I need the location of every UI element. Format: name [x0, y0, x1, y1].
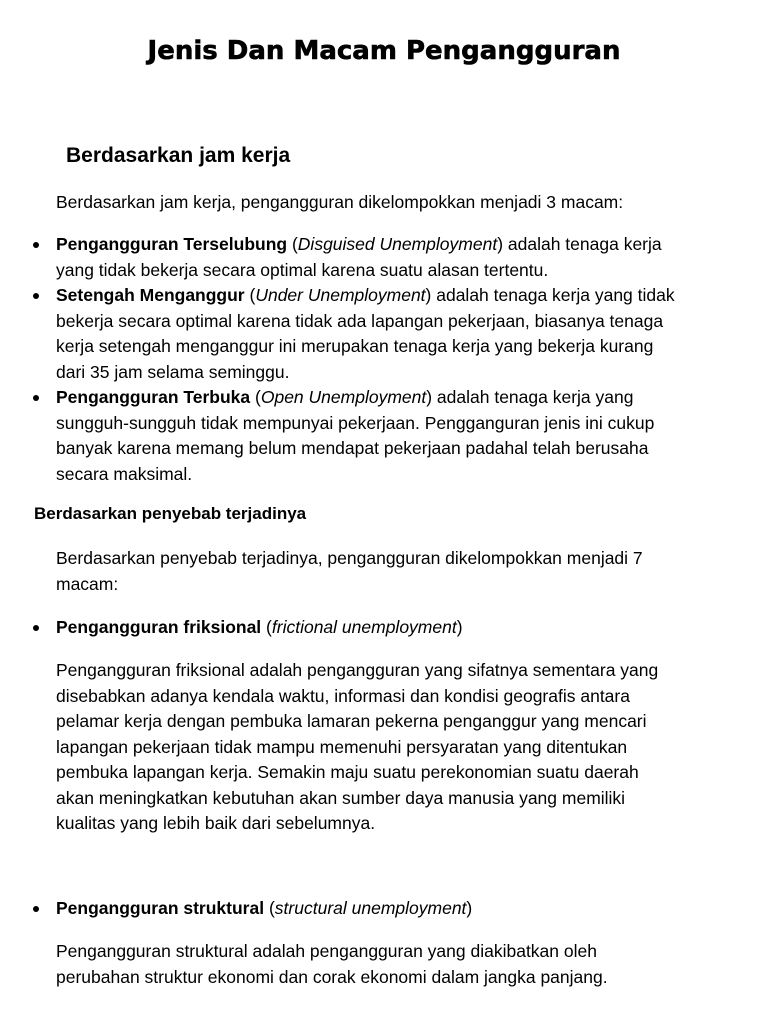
english-term: Open Unemployment — [260, 387, 427, 407]
section-intro-jam-kerja: Berdasarkan jam kerja, pengangguran dikelompokkan menjadi 3 macam: — [56, 192, 624, 212]
bullet-icon — [33, 625, 39, 631]
description-struktural: Pengangguran struktural adalah pengangguran yang diakibatkan oleh perubahan struktur ekonomi dan corak ekonomi dalam jangka panjang. — [56, 941, 608, 987]
english-term: Under Unemployment — [255, 285, 426, 305]
list-item-friksional: Pengangguran friksional (frictional unemployment) — [0, 615, 686, 641]
term-description: adalah tenaga kerja yang tidak bekerja secara optimal karena tidak ada lapangan pekerjaan, biasanya tenaga kerja setengah menganggur ini merupakan tenaga kerja yang bekerja kurang dari 35 jam selama seminggu. — [56, 285, 675, 382]
section-heading-penyebab: Berdasarkan penyebab terjadinya — [34, 504, 307, 523]
bullet-icon — [33, 395, 39, 401]
term-label: Setengah Menganggur — [56, 285, 245, 305]
list-item: Pengangguran Terselubung (Disguised Unemployment) adalah tenaga kerja yang tidak bekerja secara optimal karena suatu alasan tertentu. — [0, 232, 686, 283]
bullet-icon — [33, 906, 39, 912]
term-label: Pengangguran Terselubung — [56, 234, 288, 254]
term-description: adalah tenaga kerja yang tidak bekerja secara optimal karena suatu alasan tertentu. — [56, 234, 662, 280]
term-label: Pengangguran friksional — [56, 617, 262, 637]
list-item: Pengangguran Terbuka (Open Unemployment) adalah tenaga kerja yang sungguh-sungguh tidak mempunyai pekerjaan. Pengganguran jenis ini cukup banyak karena memang belum mendapat pekerjaan padahal telah berusaha secara maksimal. — [0, 385, 686, 487]
bullet-list-jam-kerja — [0, 232, 768, 487]
term-label: Pengangguran struktural — [56, 898, 265, 918]
term-label: Pengangguran Terbuka — [56, 387, 251, 407]
english-term: structural unemployment — [274, 898, 467, 918]
list-item: Setengah Menganggur (Under Unemployment) adalah tenaga kerja yang tidak bekerja secara optimal karena tidak ada lapangan pekerjaan, biasanya tenaga kerja setengah menganggur ini merupakan tenaga kerja yang bekerja kurang dari 35 jam selama seminggu. — [0, 283, 686, 385]
term-description: adalah tenaga kerja yang sungguh-sungguh tidak mempunyai pekerjaan. Pengganguran jenis ini cukup banyak karena memang belum mendapat pekerjaan padahal telah berusaha secara maksimal. — [56, 387, 655, 484]
section-heading-jam-kerja: Berdasarkan jam kerja — [66, 144, 291, 167]
section-intro-penyebab: Berdasarkan penyebab terjadinya, pengangguran dikelompokkan menjadi 7 macam: — [56, 548, 643, 594]
english-term: Disguised Unemployment — [297, 234, 498, 254]
english-term: frictional unemployment — [271, 617, 457, 637]
page-title: Jenis Dan Macam Pengangguran — [147, 36, 621, 66]
bullet-icon — [33, 242, 39, 248]
bullet-icon — [33, 293, 39, 299]
description-friksional: Pengangguran friksional adalah pengangguran yang sifatnya sementara yang disebabkan adanya kendala waktu, informasi dan kondisi geografis antara pelamar kerja dengan pembuka lamaran pekerna penganggur yang mencari lapangan pekerjaan tidak mampu memenuhi persyaratan yang ditentukan pembuka lapangan kerja. Semakin maju suatu perekonomian suatu daerah akan meningkatkan kebutuhan akan sumber daya manusia yang memiliki kualitas yang lebih baik dari sebelumnya. — [56, 660, 659, 833]
list-item-struktural: Pengangguran struktural (structural unemployment) — [0, 896, 686, 922]
